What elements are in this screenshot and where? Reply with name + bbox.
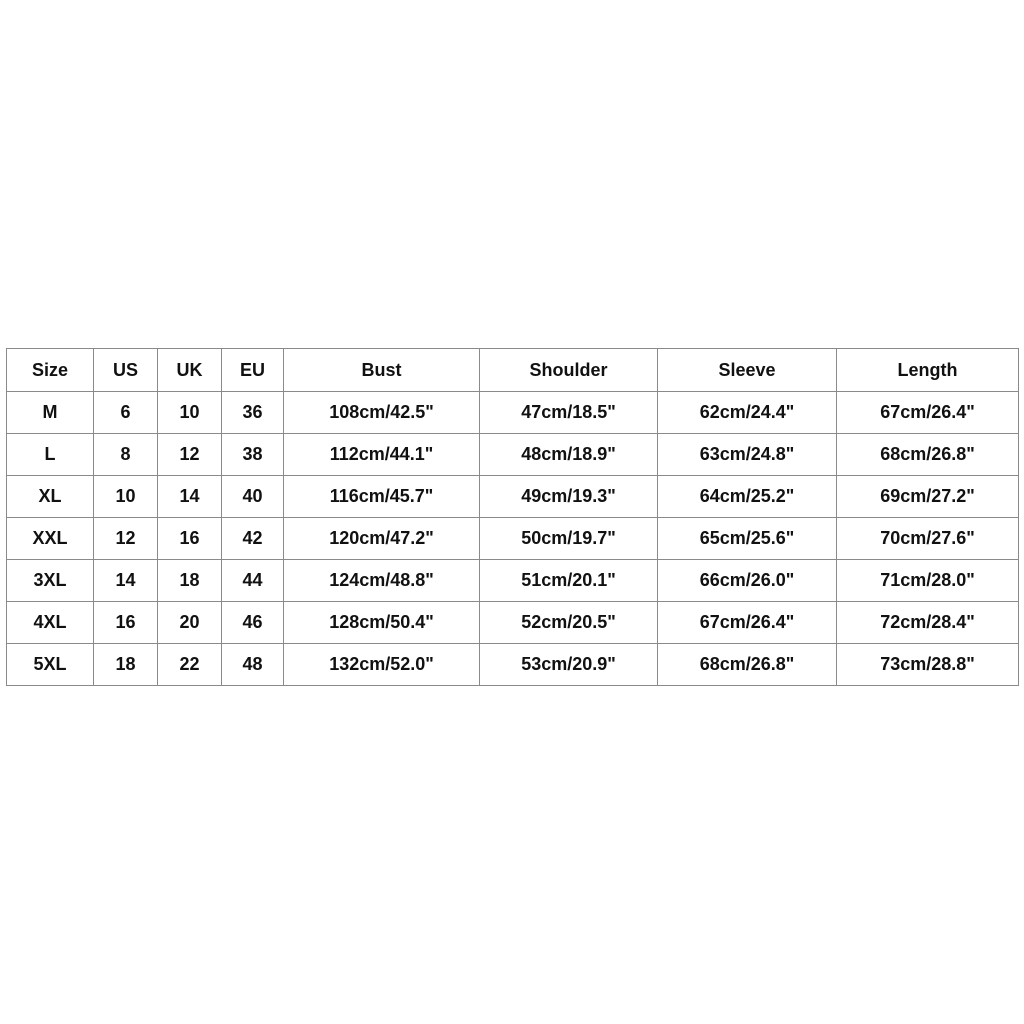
cell-shoulder: 52cm/20.5" — [480, 602, 658, 644]
cell-uk: 18 — [158, 560, 222, 602]
cell-bust: 132cm/52.0" — [284, 644, 480, 686]
cell-length: 67cm/26.4" — [837, 392, 1019, 434]
cell-size: XL — [7, 476, 94, 518]
header-length: Length — [837, 349, 1019, 392]
cell-uk: 14 — [158, 476, 222, 518]
cell-sleeve: 62cm/24.4" — [658, 392, 837, 434]
cell-shoulder: 47cm/18.5" — [480, 392, 658, 434]
cell-eu: 48 — [222, 644, 284, 686]
cell-shoulder: 49cm/19.3" — [480, 476, 658, 518]
size-chart-table — [6, 348, 1019, 686]
cell-bust: 116cm/45.7" — [284, 476, 480, 518]
table-row — [7, 392, 1019, 434]
header-us: US — [94, 349, 158, 392]
header-bust: Bust — [284, 349, 480, 392]
header-row — [7, 349, 1019, 392]
table-row — [7, 644, 1019, 686]
cell-bust: 112cm/44.1" — [284, 434, 480, 476]
cell-us: 8 — [94, 434, 158, 476]
cell-us: 14 — [94, 560, 158, 602]
cell-length: 69cm/27.2" — [837, 476, 1019, 518]
cell-shoulder: 53cm/20.9" — [480, 644, 658, 686]
header-eu: EU — [222, 349, 284, 392]
cell-size: XXL — [7, 518, 94, 560]
cell-length: 73cm/28.8" — [837, 644, 1019, 686]
cell-sleeve: 68cm/26.8" — [658, 644, 837, 686]
cell-size: 4XL — [7, 602, 94, 644]
cell-size: M — [7, 392, 94, 434]
cell-bust: 124cm/48.8" — [284, 560, 480, 602]
cell-size: L — [7, 434, 94, 476]
cell-uk: 20 — [158, 602, 222, 644]
cell-us: 16 — [94, 602, 158, 644]
cell-uk: 16 — [158, 518, 222, 560]
header-shoulder: Shoulder — [480, 349, 658, 392]
cell-eu: 42 — [222, 518, 284, 560]
table-row — [7, 518, 1019, 560]
cell-length: 70cm/27.6" — [837, 518, 1019, 560]
cell-sleeve: 65cm/25.6" — [658, 518, 837, 560]
cell-uk: 10 — [158, 392, 222, 434]
table-row — [7, 434, 1019, 476]
cell-size: 5XL — [7, 644, 94, 686]
cell-bust: 128cm/50.4" — [284, 602, 480, 644]
cell-eu: 40 — [222, 476, 284, 518]
table-row — [7, 476, 1019, 518]
header-sleeve: Sleeve — [658, 349, 837, 392]
cell-length: 68cm/26.8" — [837, 434, 1019, 476]
cell-length: 72cm/28.4" — [837, 602, 1019, 644]
cell-bust: 120cm/47.2" — [284, 518, 480, 560]
cell-shoulder: 50cm/19.7" — [480, 518, 658, 560]
cell-shoulder: 48cm/18.9" — [480, 434, 658, 476]
cell-uk: 22 — [158, 644, 222, 686]
cell-uk: 12 — [158, 434, 222, 476]
cell-sleeve: 66cm/26.0" — [658, 560, 837, 602]
cell-length: 71cm/28.0" — [837, 560, 1019, 602]
cell-size: 3XL — [7, 560, 94, 602]
cell-shoulder: 51cm/20.1" — [480, 560, 658, 602]
cell-bust: 108cm/42.5" — [284, 392, 480, 434]
table-row — [7, 560, 1019, 602]
cell-eu: 38 — [222, 434, 284, 476]
cell-us: 6 — [94, 392, 158, 434]
cell-eu: 46 — [222, 602, 284, 644]
cell-us: 10 — [94, 476, 158, 518]
cell-us: 12 — [94, 518, 158, 560]
cell-sleeve: 63cm/24.8" — [658, 434, 837, 476]
cell-sleeve: 64cm/25.2" — [658, 476, 837, 518]
cell-us: 18 — [94, 644, 158, 686]
cell-eu: 36 — [222, 392, 284, 434]
header-uk: UK — [158, 349, 222, 392]
header-size: Size — [7, 349, 94, 392]
cell-eu: 44 — [222, 560, 284, 602]
table-row — [7, 602, 1019, 644]
cell-sleeve: 67cm/26.4" — [658, 602, 837, 644]
